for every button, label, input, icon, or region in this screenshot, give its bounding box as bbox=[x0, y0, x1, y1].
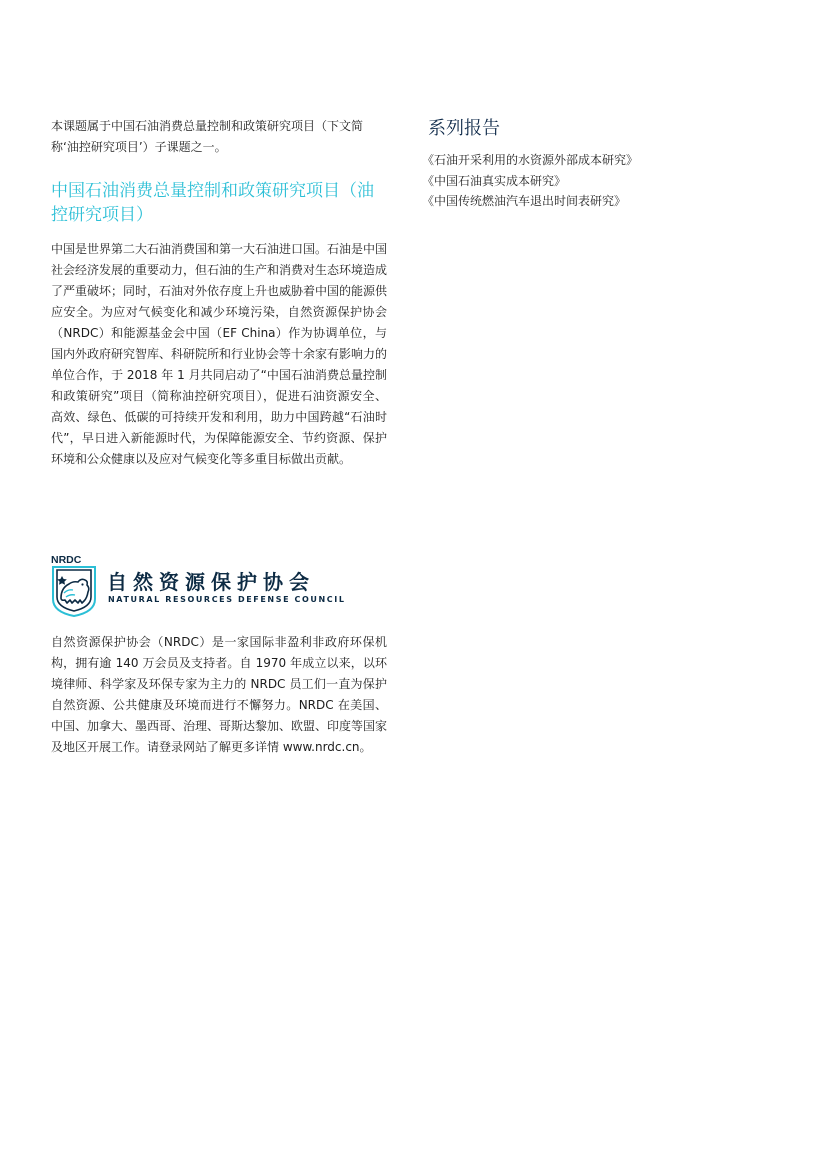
logo-abbr: NRDC bbox=[51, 554, 82, 566]
nrdc-description: 自然资源保护协会（NRDC）是一家国际非盈利非政府环保机构，拥有逾 140 万会员及支持者。自 1970 年成立以来，以环境律师、科学家及环保专家为主力的 NRDC 员工们一直为保护自然资源、公共健康及环境而进行不懈努力。NRDC 在美国、中国、加拿大、墨西哥、治理、哥斯达黎加、欧盟、印度等国家及地区开展工作。请登录网站了解更多详情 www.nrdc.cn。 bbox=[51, 635, 388, 754]
list-item: 《中国石油真实成本研究》 bbox=[422, 173, 567, 188]
project-description: 中国是世界第二大石油消费国和第一大石油进口国。石油是中国社会经济发展的重要动力，但石油的生产和消费对生态环境造成了严重破坏；同时，石油对外依存度上升也威胁着中国的能源供应安全。为应对气候变化和减少环境污染，自然资源保护协会（NRDC）和能源基金会中国（EF China）作为协调单位，与国内外政府研究智库、科研院所和行业协会等十余家有影响力的单位合作，于 2018 年 1 月共同启动了“中国石油消费总量控制和政策研究”项目（简称油控研究项目），促进石油资源安全、高效、绿色、低碳的可持续开发和利用，助力中国跨越“石油时代”，早日进入新能源时代，为保障能源安全、节约资源、保护环境和公众健康以及应对气候变化等多重目标做出贡献。 bbox=[51, 242, 388, 466]
series-reports-list bbox=[422, 150, 788, 212]
nrdc-logo bbox=[51, 554, 351, 618]
left-column bbox=[51, 116, 387, 470]
intro-paragraph: 本课题属于中国石油消费总量控制和政策研究项目（下文简称‘油控研究项目’）子课题之一。 bbox=[51, 119, 364, 154]
logo-name-en: NATURAL RESOURCES DEFENSE COUNCIL bbox=[108, 595, 346, 604]
logo-name-cn: 自然资源保护协会 bbox=[107, 570, 315, 594]
right-column bbox=[422, 116, 788, 212]
project-title: 中国石油消费总量控制和政策研究项目（油控研究项目） bbox=[51, 181, 374, 225]
series-reports-title: 系列报告 bbox=[428, 118, 500, 139]
polar-bear-logo-icon bbox=[51, 554, 97, 618]
list-item: 《石油开采利用的水资源外部成本研究》 bbox=[422, 153, 639, 167]
list-item: 《中国传统燃油汽车退出时间表研究》 bbox=[422, 194, 627, 208]
